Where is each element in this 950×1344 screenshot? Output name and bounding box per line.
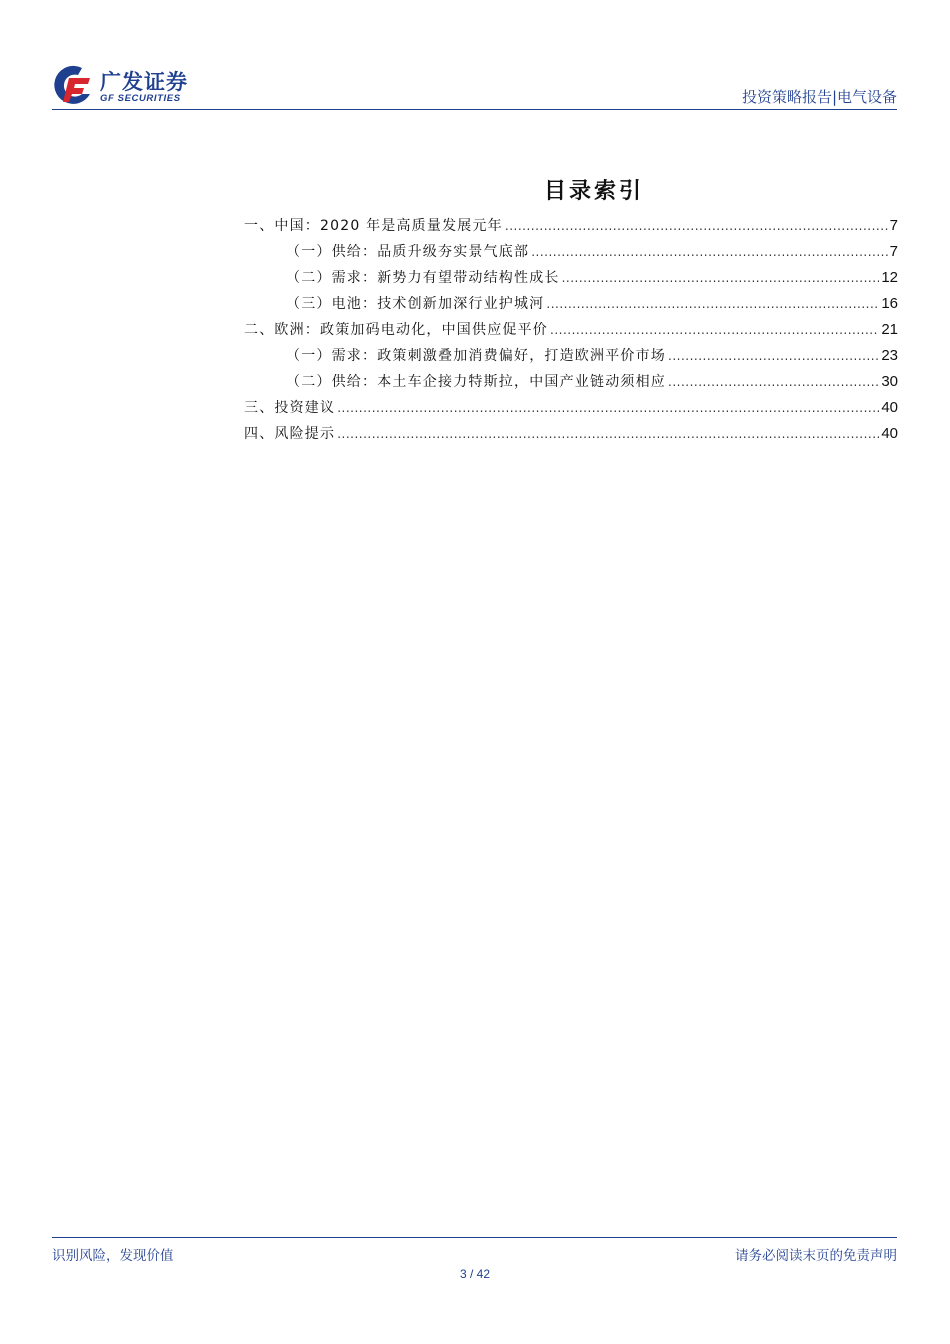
toc-entry-label: （二）供给：本土车企接力特斯拉，中国产业链动须相应 — [286, 374, 666, 390]
toc-leader-dots — [531, 245, 887, 259]
toc-entry-label: 二、欧洲：政策加码电动化，中国供应促平价 — [244, 322, 548, 338]
report-type-label: 投资策略报告|电气设备 — [741, 88, 897, 106]
toc-leader-dots — [550, 323, 879, 337]
toc-leader-dots — [505, 219, 888, 233]
toc-entry-label: （三）电池：技术创新加深行业护城河 — [286, 296, 545, 312]
gf-securities-logo-icon — [52, 64, 96, 106]
toc-entry[interactable] — [244, 423, 898, 449]
toc-entry-label: （一）供给：品质升级夯实景气底部 — [286, 244, 530, 260]
toc-title: 目录索引 — [543, 178, 644, 204]
toc-entry-label: 三、投资建议 — [244, 400, 336, 416]
toc-entry-page: 7 — [889, 217, 898, 234]
logo-chinese-name: 广发证券 — [100, 70, 188, 94]
toc-entry[interactable] — [244, 241, 898, 267]
toc-entry-label: 一、中国：2020 年是高质量发展元年 — [244, 218, 503, 234]
toc-entry-page: 16 — [881, 295, 898, 312]
toc-entry-page: 40 — [881, 425, 898, 442]
footer-divider — [52, 1237, 897, 1238]
toc-entry[interactable] — [244, 319, 898, 345]
toc-entry-page: 12 — [881, 269, 898, 286]
toc-entry-page: 30 — [881, 373, 898, 390]
toc-entry[interactable] — [244, 345, 898, 371]
toc-leader-dots — [668, 375, 879, 389]
toc-entry-label: （二）需求：新势力有望带动结构性成长 — [286, 270, 560, 286]
toc-leader-dots — [546, 297, 879, 311]
page-header — [52, 62, 897, 110]
logo-english-name: GF SECURITIES — [100, 93, 181, 104]
toc-entry[interactable] — [244, 397, 898, 423]
table-of-contents — [244, 215, 898, 449]
toc-entry-label: （一）需求：政策刺激叠加消费偏好，打造欧洲平价市场 — [286, 348, 666, 364]
toc-leader-dots — [337, 427, 879, 441]
toc-entry-page: 40 — [881, 399, 898, 416]
toc-entry-page: 7 — [889, 243, 898, 260]
toc-entry[interactable] — [244, 293, 898, 319]
gf-securities-logo — [52, 62, 232, 108]
toc-entry[interactable] — [244, 267, 898, 293]
page-number: 3 / 42 — [459, 1267, 491, 1281]
footer-disclaimer-note: 请务必阅读末页的免责声明 — [735, 1248, 897, 1264]
toc-leader-dots — [562, 271, 880, 285]
footer-slogan: 识别风险，发现价值 — [52, 1248, 174, 1264]
toc-entry[interactable] — [244, 371, 898, 397]
toc-leader-dots — [668, 349, 879, 363]
header-divider — [52, 109, 897, 110]
toc-entry-label: 四、风险提示 — [244, 426, 336, 442]
toc-entry-page: 23 — [881, 347, 898, 364]
toc-entry-page: 21 — [881, 321, 898, 338]
toc-leader-dots — [337, 401, 879, 415]
toc-entry[interactable] — [244, 215, 898, 241]
